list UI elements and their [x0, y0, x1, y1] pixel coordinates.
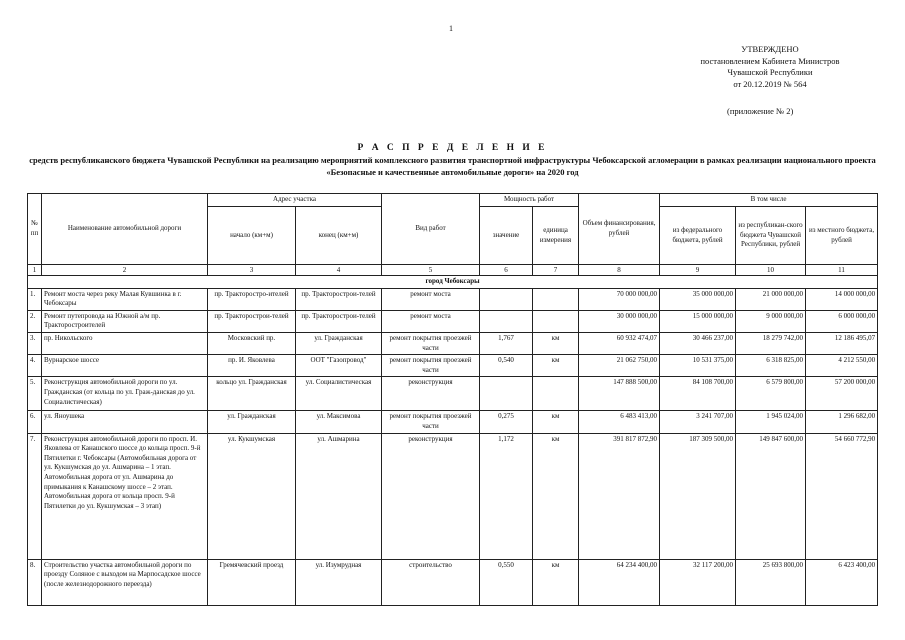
capacity-unit: км — [533, 355, 579, 377]
row-number: 3. — [28, 332, 42, 354]
document-subtitle: средств республиканского бюджета Чувашской Республики на реализацию мероприятий комплексного развития транспортной инфраструктуры Чебоксарской агломерации в рамках реализации национального проекта «Безопасные и качественные автомобильные дороги» на 2020 год — [29, 155, 876, 177]
capacity-value — [480, 310, 533, 332]
col-number: 6 — [480, 265, 533, 276]
work-type: ремонт моста — [382, 288, 480, 310]
federal-budget: 32 117 200,00 — [660, 559, 736, 605]
work-type: ремонт моста — [382, 310, 480, 332]
end-point: пр. Тракторострои-телей — [296, 288, 382, 310]
road-name: пр. Никольского — [42, 332, 208, 354]
road-name: Вурнарское шоссе — [42, 355, 208, 377]
capacity-unit: км — [533, 411, 579, 433]
local-budget: 12 186 495,07 — [806, 332, 878, 354]
col-number: 5 — [382, 265, 480, 276]
header-end: конец (км+м) — [296, 207, 382, 265]
table-row — [28, 559, 878, 605]
capacity-unit — [533, 377, 579, 411]
annex-label: (приложение № 2) — [727, 106, 794, 116]
work-type: реконструкция — [382, 377, 480, 411]
header-row-1 — [28, 194, 878, 207]
financing-volume: 6 483 413,00 — [579, 411, 660, 433]
republic-budget: 25 693 800,00 — [736, 559, 806, 605]
end-point: ул. Ашмарина — [296, 433, 382, 559]
work-type: ремонт покрытия проезжей части — [382, 332, 480, 354]
row-number: 6. — [28, 411, 42, 433]
col-number: 4 — [296, 265, 382, 276]
road-name: Реконструкция автомобильной дороги по просп. И. Яковлева от Канашского шоссе до кольца просп. 9-й Пятилетки г. Чебоксары (Автомобильная дорога от ул. Кукшумская до ул. Ашмарина – 1 этап. Автомобильная дорога от ул. Ашмарина до примыкания к Канашскому шоссе – 2 этап. Автомобильная дорога от кольца просп. 9-й Пятилетки до ул. Кукшумская – 3 этап) — [42, 433, 208, 559]
start-point: Московский пр. — [208, 332, 296, 354]
work-type: ремонт покрытия проезжей части — [382, 411, 480, 433]
start-point: Гремячевский проезд — [208, 559, 296, 605]
header-address: Адрес участка — [208, 194, 382, 207]
capacity-value: 0,540 — [480, 355, 533, 377]
col-number: 7 — [533, 265, 579, 276]
table-row — [28, 411, 878, 433]
republic-budget: 9 000 000,00 — [736, 310, 806, 332]
republic-budget: 149 847 600,00 — [736, 433, 806, 559]
work-type: ремонт покрытия проезжей части — [382, 355, 480, 377]
end-point: ул. Максимова — [296, 411, 382, 433]
capacity-value: 1,767 — [480, 332, 533, 354]
end-point: ул. Изумрудная — [296, 559, 382, 605]
page-number: 1 — [449, 24, 453, 33]
section-title: город Чебоксары — [28, 276, 878, 289]
financing-volume: 30 000 000,00 — [579, 310, 660, 332]
end-point: пр. Тракторострои-телей — [296, 310, 382, 332]
col-number: 9 — [660, 265, 736, 276]
table-row — [28, 288, 878, 310]
federal-budget: 35 000 000,00 — [660, 288, 736, 310]
table-row — [28, 433, 878, 559]
approval-line-2: постановлением Кабинета Министров — [700, 55, 840, 66]
local-budget: 57 200 000,00 — [806, 377, 878, 411]
header-start: начало (км+м) — [208, 207, 296, 265]
header-volume: Объем финансирования, рублей — [579, 194, 660, 265]
approval-line-1: УТВЕРЖДЕНО — [741, 44, 799, 54]
capacity-value: 0,550 — [480, 559, 533, 605]
table-row — [28, 377, 878, 411]
financing-volume: 147 888 500,00 — [579, 377, 660, 411]
table-body — [28, 288, 878, 605]
capacity-value — [480, 377, 533, 411]
header-num: № пп — [28, 194, 42, 265]
federal-budget: 3 241 707,00 — [660, 411, 736, 433]
row-number: 5. — [28, 377, 42, 411]
end-point: ООТ "Газопровод" — [296, 355, 382, 377]
col-number: 10 — [736, 265, 806, 276]
row-number: 2. — [28, 310, 42, 332]
financing-volume: 21 062 750,00 — [579, 355, 660, 377]
header-incl: В том числе — [660, 194, 878, 207]
table-row — [28, 310, 878, 332]
local-budget: 6 000 000,00 — [806, 310, 878, 332]
col-number: 8 — [579, 265, 660, 276]
capacity-value: 1,172 — [480, 433, 533, 559]
table-row — [28, 332, 878, 354]
road-name: Реконструкция автомобильной дороги по ул. Гражданская (от кольца по ул. Граж-данская до ул. Социалистическая) — [42, 377, 208, 411]
start-point: пр. И. Яковлева — [208, 355, 296, 377]
header-capacity: Мощность работ — [480, 194, 579, 207]
republic-budget: 1 945 024,00 — [736, 411, 806, 433]
republic-budget: 21 000 000,00 — [736, 288, 806, 310]
federal-budget: 30 466 237,00 — [660, 332, 736, 354]
republic-budget: 18 279 742,00 — [736, 332, 806, 354]
col-number: 11 — [806, 265, 878, 276]
start-point: кольцо ул. Гражданская — [208, 377, 296, 411]
federal-budget: 187 309 500,00 — [660, 433, 736, 559]
approval-line-3: Чувашской Республики — [727, 67, 813, 77]
row-number: 4. — [28, 355, 42, 377]
capacity-unit — [533, 288, 579, 310]
header-republic: из республикан-ского бюджета Чувашской Республики, рублей — [736, 207, 806, 265]
capacity-unit — [533, 310, 579, 332]
start-point: пр. Тракторостро-ителей — [208, 288, 296, 310]
start-point: пр. Тракторострои-телей — [208, 310, 296, 332]
financing-volume: 64 234 400,00 — [579, 559, 660, 605]
header-federal: из федерального бюджета, рублей — [660, 207, 736, 265]
row-number: 1. — [28, 288, 42, 310]
start-point: ул. Кукшумская — [208, 433, 296, 559]
local-budget: 6 423 400,00 — [806, 559, 878, 605]
capacity-unit: км — [533, 433, 579, 559]
federal-budget: 10 531 375,00 — [660, 355, 736, 377]
local-budget: 14 000 000,00 — [806, 288, 878, 310]
start-point: ул. Гражданская — [208, 411, 296, 433]
col-number: 1 — [28, 265, 42, 276]
col-number: 2 — [42, 265, 208, 276]
capacity-value: 0,275 — [480, 411, 533, 433]
header-road: Наименование автомобильной дороги — [42, 194, 208, 265]
road-name: Ремонт моста через реку Малая Кувшинка в г. Чебоксары — [42, 288, 208, 310]
republic-budget: 6 579 800,00 — [736, 377, 806, 411]
republic-budget: 6 318 825,00 — [736, 355, 806, 377]
local-budget: 4 212 550,00 — [806, 355, 878, 377]
road-name: Ремонт путепровода на Южной а/м пр. Тракторостроителей — [42, 310, 208, 332]
header-work: Вид работ — [382, 194, 480, 265]
local-budget: 54 660 772,90 — [806, 433, 878, 559]
road-name: Строительство участка автомобильной дороги по проезду Соляное с выходом на Марпосадское шоссе (после железнодорожного переезда) — [42, 559, 208, 605]
capacity-unit: км — [533, 332, 579, 354]
work-type: строительство — [382, 559, 480, 605]
col-number: 3 — [208, 265, 296, 276]
capacity-value — [480, 288, 533, 310]
financing-volume: 391 817 872,90 — [579, 433, 660, 559]
road-name: ул. Яноушека — [42, 411, 208, 433]
row-number: 7. — [28, 433, 42, 559]
local-budget: 1 296 682,00 — [806, 411, 878, 433]
end-point: ул. Гражданская — [296, 332, 382, 354]
federal-budget: 84 108 700,00 — [660, 377, 736, 411]
distribution-table — [27, 193, 878, 606]
approval-line-4: от 20.12.2019 № 564 — [733, 78, 807, 89]
column-numbers-row — [28, 265, 878, 276]
section-row — [28, 276, 878, 289]
work-type: реконструкция — [382, 433, 480, 559]
financing-volume: 70 000 000,00 — [579, 288, 660, 310]
header-value: значение — [480, 207, 533, 265]
end-point: ул. Социалистическая — [296, 377, 382, 411]
capacity-unit: км — [533, 559, 579, 605]
federal-budget: 15 000 000,00 — [660, 310, 736, 332]
document-title: Р А С П Р Е Д Е Л Е Н И Е — [357, 143, 548, 153]
financing-volume: 60 932 474,07 — [579, 332, 660, 354]
approval-stamp — [680, 44, 860, 90]
table-row — [28, 355, 878, 377]
header-local: из местного бюджета, рублей — [806, 207, 878, 265]
row-number: 8. — [28, 559, 42, 605]
header-unit: единица измерения — [533, 207, 579, 265]
